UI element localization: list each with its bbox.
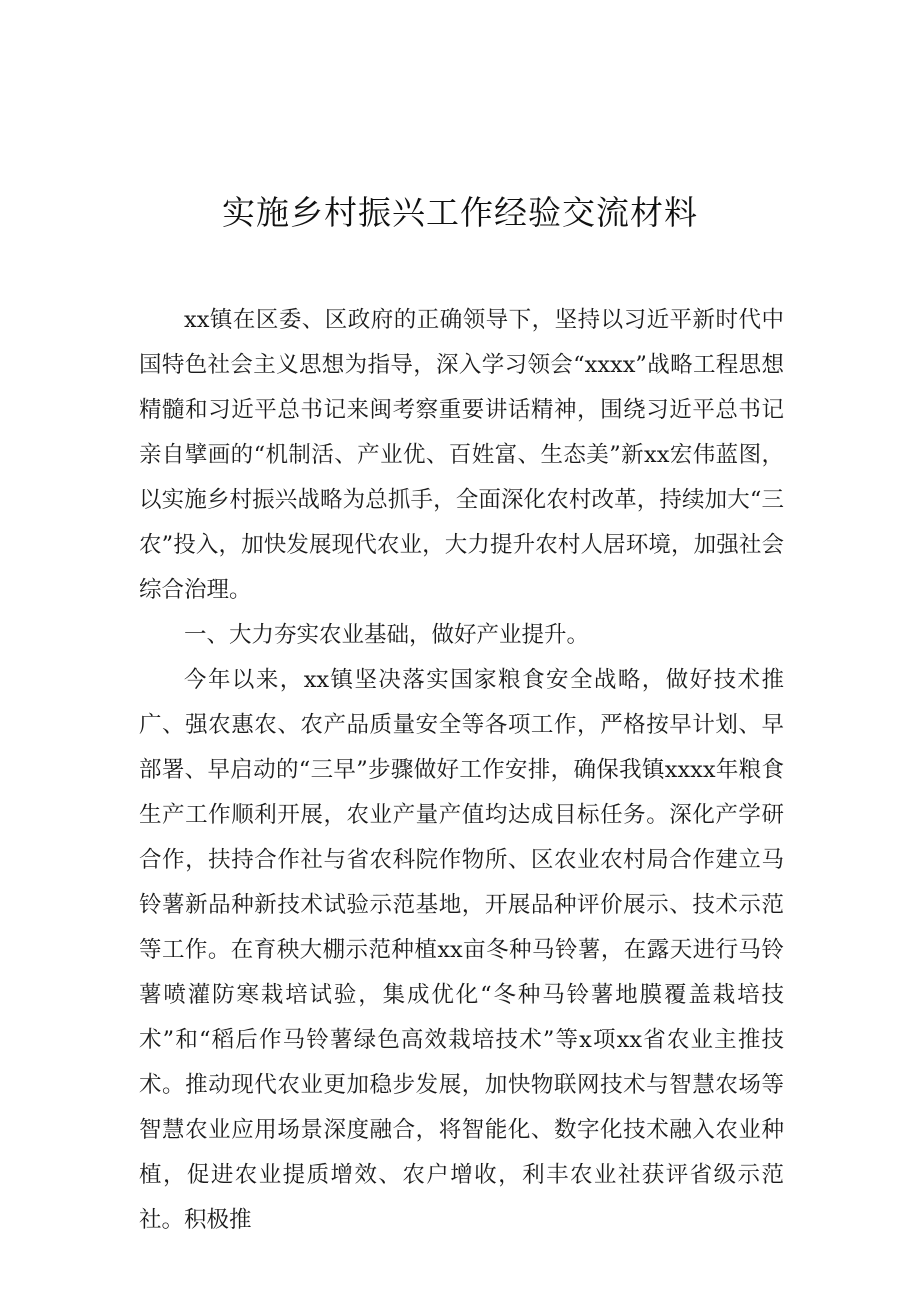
section-heading-1: 一、大力夯实农业基础，做好产业提升。 bbox=[184, 622, 590, 648]
document-body bbox=[139, 298, 784, 1243]
paragraph-intro: xx镇在区委、区政府的正确领导下，坚持以习近平新时代中国特色社会主义思想为指导，深入学习领会“xxxx”战略工程思想精髓和习近平总书记来闽考察重要讲话精神，围绕习近平总书记亲自擘画的“机制活、产业优、百姓富、生态美”新xx宏伟蓝图，以实施乡村振兴战略为总抓手，全面深化农村改革，持续加大“三农”投入，加快发展现代农业，大力提升农村人居环境，加强社会综合治理。 bbox=[139, 307, 784, 603]
paragraph-section-1: 今年以来，xx镇坚决落实国家粮食安全战略，做好技术推广、强农惠农、农产品质量安全等各项工作，严格按早计划、早部署、早启动的“三早”步骤做好工作安排，确保我镇xxxx年粮食生产工作顺利开展，农业产量产值均达成目标任务。深化产学研合作，扶持合作社与省农科院作物所、区农业农村局合作建立马铃薯新品种新技术试验示范基地，开展品种评价展示、技术示范等工作。在育秧大棚示范种植xx亩冬种马铃薯，在露天进行马铃薯喷灌防寒栽培试验，集成优化“冬种马铃薯地膜覆盖栽培技术”和“稻后作马铃薯绿色高效栽培技术”等x项xx省农业主推技术。推动现代农业更加稳步发展，加快物联网技术与智慧农场等智慧农业应用场景深度融合，将智能化、数字化技术融入农业种植，促进农业提质增效、农户增收，利丰农业社获评省级示范社。积极推 bbox=[139, 667, 784, 1233]
document-title: 实施乡村振兴工作经验交流材料 bbox=[222, 193, 698, 232]
